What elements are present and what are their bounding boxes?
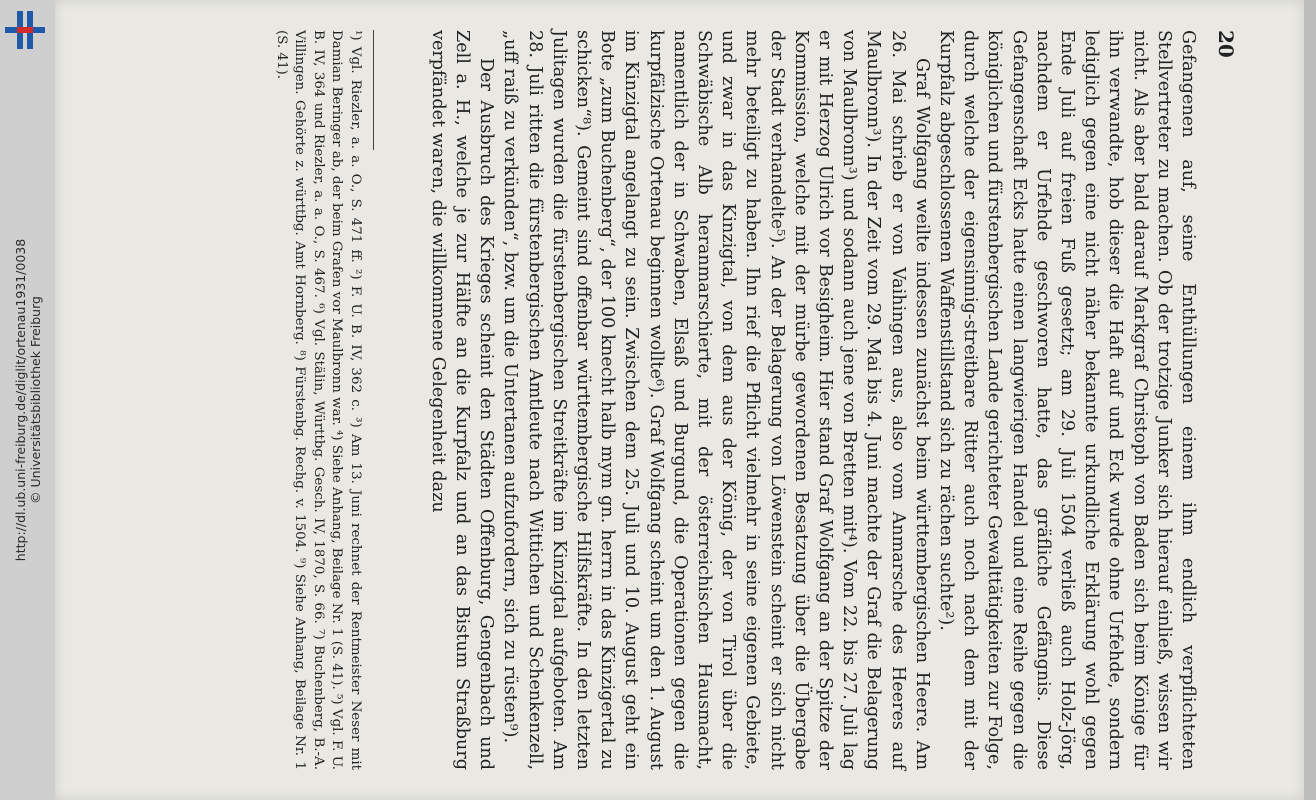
- paragraph: Gefangenen auf, seine Enthüllungen einem ihm endlich verpflichteten Stellvertreter zu machen. Ob der trotzige Junker sich hierauf einließ, wissen wir nicht. Als aber bald darauf Markgraf Christoph von Baden sich beim Könige für ihn verwandte, hob dieser die Haft auf und Eck wurde ohne Urfehde, sondern lediglich gegen eine nicht näher bekannte urkundliche Erklärung wohl gegen Ende Juli auf freien Fuß gesetzt; am 29. Juli 1504 verließ auch Holz-Jörg, nachdem er Urfehde geschworen hatte, das gräfliche Gefängnis. Diese Gefangenschaft Ecks hatte einen langwierigen Handel und eine Reihe gegen die königlichen und fürstenbergischen Lande gerichteter Gewalttätigkeiten zur Folge, durch welche der eigensinnig-streitbare Ritter auch noch nach dem mit der Kurpfalz abgeschlossenen Waffenstillstand sich zu rächen suchte²).: [935, 30, 1198, 770]
- page-content: [114, 30, 1244, 770]
- page-number: 20: [1214, 30, 1238, 58]
- footnote-divider: [373, 30, 374, 150]
- paragraph: Der Ausbruch des Krieges scheint den Städten Offenburg, Gengenbach und Zell a. H., welche je zur Hälfte an die Kurpfalz und an das Bistum Straßburg verpfändet waren, die willkommene Gelegenheit dazu: [427, 30, 497, 770]
- footnote-text: ¹) Vgl. Riezler, a. a. O., S. 471 ff. ²) F. U. B. IV, 362 c. ³) Am 13. Juni rechnet der Rentmeister Neser mit Damian Beringer ab, der beim Grafen vor Maulbronn war. ⁴) Siehe Anhang, Beilage Nr. 1 (S. 41). ⁵) Vgl. F. U. B. IV, 364 und Riezler, a. a. O., S. 467. ⁶) Vgl. Stälin, Württbg. Gesch. IV, 1870, S. 66. ⁷) Buchenberg, B.-A. Villingen. Gehörte z. württbg. Amt Hornberg. ⁸) Fürstenbg. Rechg. v. 1504. ⁹) Siehe Anhang, Beilage Nr. 1 (S. 41).: [273, 30, 363, 770]
- paragraph: Graf Wolfgang weilte indessen zunächst beim württembergischen Heere. Am 26. Mai schrieb er von Vaihingen aus, also vom Anmarsche des Heeres auf Maulbronn³). In der Zeit vom 29. Mai bis 4. Juni machte der Graf die Belagerung von Maulbronn³) und sodann auch jene von Bretten mit⁴). Vom 22. bis 27. Juli lag er mit Herzog Ulrich vor Besigheim. Hier stand Graf Wolfgang an der Spitze der Kommission, welche mit der mürbe gewordenen Besatzung über die Übergabe der Stadt verhandelte⁵). An der Belagerung von Löwenstein scheint er sich nicht mehr beteiligt zu haben. Ihn rief die Pflicht vielmehr in seine eigenen Gebiete, und zwar in das Kinzigtal, von dem aus der König, der von Tirol über die Schwäbische Alb heranmarschierte, mit der österreichischen Hausmacht, namentlich der in Schwaben, Elsaß und Burgund, die Operationen gegen die kurpfälzische Ortenau beginnen wollte⁶). Graf Wolfgang scheint um den 1. August im Kinzigtal angelangt zu sein. Zwischen dem 25. Juli und 10. August geht ein Bote „zum Buchenberg“, der 100 knecht halb mym gn. herrn in das Kinzigertal zu schicken“⁸). Gemeint sind offenbar württembergische Hilfskräfte. In den letzten Julitagen wurden die fürstenbergischen Streitkräfte im Kinzigtal aufgeboten. Am 28. Juli ritten die fürstenbergischen Amtleute nach Wittichen und Schenkenzell, „uff raiß zu verkünden“, bzw. um die Untertanen aufzufordern, sich zu rüsten⁹).: [500, 30, 932, 770]
- library-logo-icon: [3, 8, 47, 52]
- copyright-notice: © Universitätsbibliothek Freiburg: [28, 296, 43, 504]
- scanned-page: [55, 0, 1304, 800]
- source-info: [13, 239, 43, 561]
- body-text: [426, 30, 1201, 770]
- source-url: http://dl.ub.uni-freiburg.de/diglit/ortenau1931/0038: [13, 238, 28, 562]
- footnotes: [271, 30, 364, 770]
- viewer-right-edge: [1304, 0, 1316, 800]
- viewer-sidebar: [0, 0, 55, 800]
